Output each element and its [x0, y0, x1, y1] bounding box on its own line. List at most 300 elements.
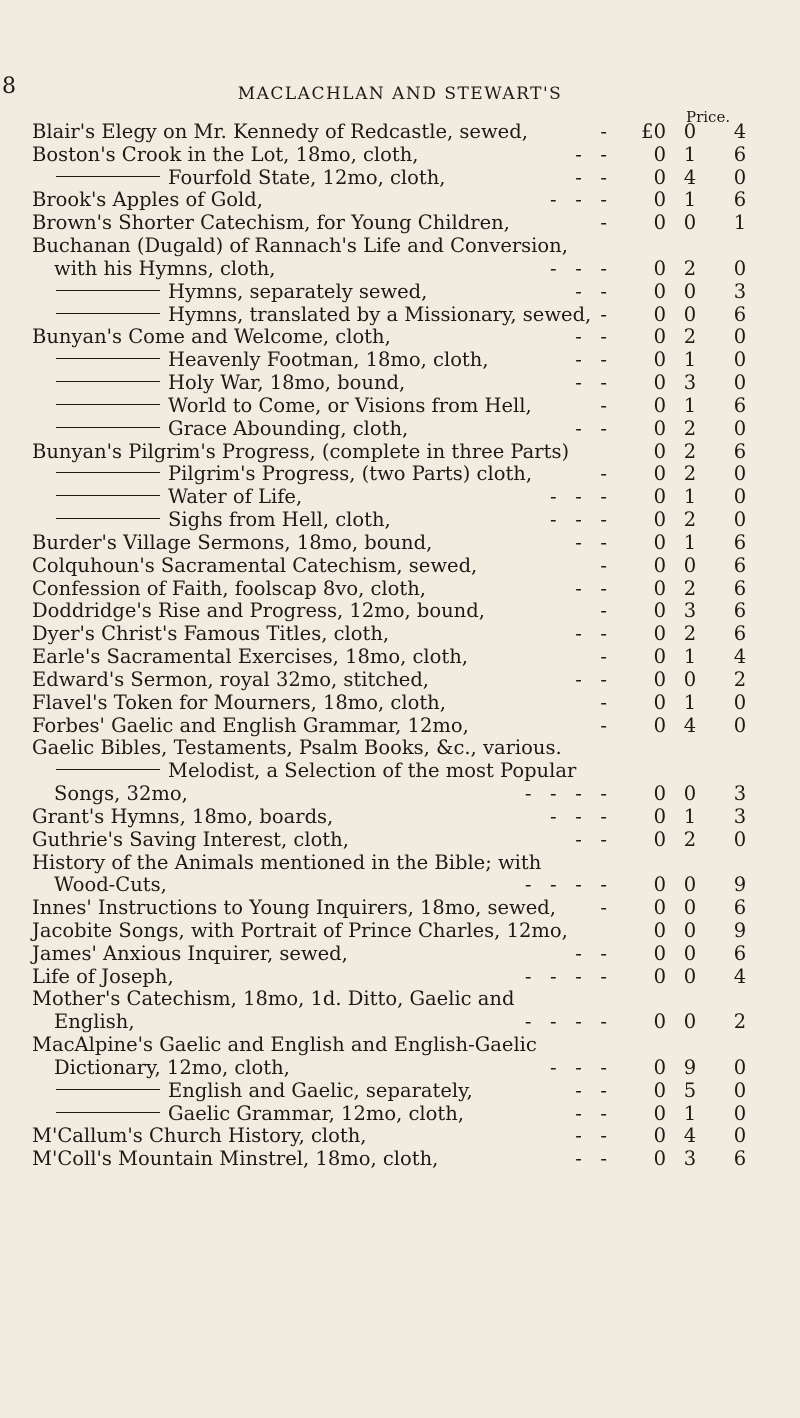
ditto-rule: [56, 358, 160, 359]
ditto-rule: [56, 518, 160, 519]
item-text: Jacobite Songs, with Portrait of Prince Charles, 12mo,: [32, 918, 568, 942]
leader-dashes: -: [600, 896, 607, 920]
item-text: Brown's Shorter Catechism, for Young Children,: [32, 211, 510, 235]
item-title: [32, 852, 541, 875]
item-title: [32, 555, 477, 578]
price-pounds: 0: [653, 827, 666, 851]
list-item: [32, 532, 792, 555]
price-shillings: 0: [683, 553, 697, 577]
price-pounds: 0: [653, 873, 666, 897]
list-item: [32, 874, 792, 897]
price-shillings: 0: [683, 667, 697, 691]
item-text: Songs, 32mo,: [54, 782, 188, 806]
list-item: [32, 1057, 792, 1080]
list-item: [32, 1125, 792, 1148]
list-item: [32, 715, 792, 738]
list-item: [32, 829, 792, 852]
item-title: [32, 441, 569, 464]
price-shillings: 0: [683, 941, 697, 965]
price-shillings: 4: [683, 713, 697, 737]
leader-dashes: -: [600, 645, 607, 669]
leader-dashes: - -: [575, 827, 607, 851]
price-pence: 9: [733, 873, 747, 897]
item-text: Gaelic Bibles, Testaments, Psalm Books, &c., various.: [32, 736, 562, 760]
price-pence: 0: [733, 325, 747, 349]
item-text: Bunyan's Pilgrim's Progress, (complete in three Parts): [32, 439, 570, 463]
price-pence: 3: [733, 279, 747, 303]
item-text: Earle's Sacramental Exercises, 18mo, cloth,: [32, 645, 468, 669]
page-number: 8: [2, 74, 16, 99]
item-title: [32, 189, 263, 212]
leader-dashes: - -: [575, 142, 607, 166]
price-pounds: 0: [653, 918, 666, 942]
page-header: MACLACHLAN AND STEWART'S: [237, 84, 563, 104]
leader-dashes: - -: [575, 1101, 607, 1125]
price-shillings: 2: [683, 439, 697, 463]
price-shillings: 0: [683, 964, 697, 988]
price-pounds: 0: [653, 645, 666, 669]
price-shillings: 1: [683, 188, 697, 212]
price-shillings: 1: [683, 690, 697, 714]
leader-dashes: -: [600, 713, 607, 737]
price-pounds: 0: [653, 530, 666, 554]
list-item: [32, 1148, 792, 1171]
item-text: Dictionary, 12mo, cloth,: [54, 1055, 290, 1079]
price-pence: 6: [733, 530, 747, 554]
price-shillings: 0: [683, 211, 697, 235]
leader-dashes: - -: [575, 371, 607, 395]
list-item: [32, 1080, 792, 1103]
leader-dashes: - -: [575, 348, 607, 372]
item-text: Wood-Cuts,: [54, 873, 167, 897]
item-title: [54, 1011, 135, 1034]
list-item: [32, 669, 792, 692]
list-item: [32, 623, 792, 646]
leader-dashes: -: [600, 120, 607, 143]
item-title: [32, 669, 429, 692]
item-text: Melodist, a Selection of the most Popular: [168, 759, 577, 783]
price-shillings: 1: [683, 142, 697, 166]
price-pence: 0: [733, 1101, 747, 1125]
list-item: [32, 395, 792, 418]
price-pounds: 0: [653, 599, 666, 623]
list-item: [32, 1103, 792, 1126]
leader-dashes: - - - -: [524, 873, 607, 897]
item-title: [32, 715, 469, 738]
price-pounds: 0: [653, 553, 666, 577]
price-pounds: 0: [653, 782, 666, 806]
list-item: [32, 235, 792, 258]
leader-dashes: -: [600, 393, 607, 417]
price-pence: 0: [733, 508, 747, 532]
leader-dashes: - -: [575, 941, 607, 965]
leader-dashes: - -: [575, 576, 607, 600]
price-pence: 4: [733, 645, 747, 669]
leader-dashes: -: [600, 211, 607, 235]
price-pence: 0: [733, 690, 747, 714]
price-pence: 1: [733, 211, 747, 235]
list-item: [32, 646, 792, 669]
list-item: [32, 806, 792, 829]
item-title: [32, 372, 405, 395]
item-text: Flavel's Token for Mourners, 18mo, cloth,: [32, 690, 446, 714]
item-title: [32, 966, 174, 989]
leader-dashes: - - -: [550, 485, 607, 509]
item-text: Pilgrim's Progress, (two Parts) cloth,: [168, 462, 533, 486]
item-title: [54, 783, 188, 806]
ditto-rule: [56, 1112, 160, 1113]
price-pence: 0: [733, 256, 747, 280]
list-item: [32, 167, 792, 190]
item-text: History of the Animals mentioned in the Bible; with: [32, 850, 542, 874]
price-pounds: 0: [653, 576, 666, 600]
price-shillings: 9: [683, 1055, 697, 1079]
item-title: [32, 349, 489, 372]
item-text: Sighs from Hell, cloth,: [168, 508, 391, 532]
item-title: [32, 1034, 537, 1057]
price-pounds: 0: [653, 622, 666, 646]
leader-dashes: -: [600, 553, 607, 577]
price-pence: 0: [733, 1124, 747, 1148]
item-text: Boston's Crook in the Lot, 18mo, cloth,: [32, 142, 419, 166]
price-pence: 6: [733, 941, 747, 965]
item-text: Hymns, separately sewed,: [168, 279, 428, 303]
price-shillings: 0: [683, 873, 697, 897]
price-pence: 0: [733, 371, 747, 395]
price-pounds: 0: [653, 896, 666, 920]
item-title: [32, 578, 426, 601]
leader-dashes: - - -: [550, 256, 607, 280]
price-pounds: 0: [653, 1101, 666, 1125]
item-title: [32, 281, 427, 304]
item-title: [32, 121, 528, 144]
price-pence: 6: [733, 393, 747, 417]
ditto-rule: [56, 404, 160, 405]
list-item: [32, 281, 792, 304]
item-title: [32, 646, 468, 669]
price-shillings: 2: [683, 508, 697, 532]
price-pence: 3: [733, 782, 747, 806]
leader-dashes: - - - -: [524, 782, 607, 806]
leader-dashes: - -: [575, 530, 607, 554]
item-title: [32, 806, 333, 829]
item-title: [32, 988, 514, 1011]
list-item: [32, 943, 792, 966]
price-pounds: 0: [653, 1078, 666, 1102]
price-pence: 9: [733, 918, 747, 942]
item-title: [32, 897, 556, 920]
item-title: [32, 395, 532, 418]
leader-dashes: -: [600, 690, 607, 714]
item-title: [32, 760, 576, 783]
leader-dashes: - -: [575, 667, 607, 691]
item-title: [54, 258, 276, 281]
price-pounds: 0: [653, 690, 666, 714]
item-text: Gaelic Grammar, 12mo, cloth,: [168, 1101, 464, 1125]
price-pence: 6: [733, 622, 747, 646]
price-shillings: 2: [683, 622, 697, 646]
item-title: [32, 623, 389, 646]
price-pence: 2: [733, 1010, 747, 1034]
price-pounds: 0: [653, 804, 666, 828]
price-shillings: 1: [683, 485, 697, 509]
price-shillings: 1: [683, 645, 697, 669]
price-pounds: 0: [653, 1147, 666, 1171]
price-pounds: 0: [653, 1055, 666, 1079]
list-item: [32, 349, 792, 372]
price-shillings: 5: [683, 1078, 697, 1102]
price-pence: 0: [733, 713, 747, 737]
ditto-rule: [56, 313, 160, 314]
price-shillings: 2: [683, 576, 697, 600]
leader-dashes: - -: [575, 622, 607, 646]
price-pence: 2: [733, 667, 747, 691]
price-pounds: 0: [653, 393, 666, 417]
list-item: [32, 441, 792, 464]
price-pounds: 0: [653, 348, 666, 372]
item-title: [32, 600, 485, 623]
price-shillings: 3: [683, 1147, 697, 1171]
ditto-rule: [56, 427, 160, 428]
price-pence: 6: [733, 302, 747, 326]
list-item: [32, 258, 792, 281]
item-text: Colquhoun's Sacramental Catechism, sewed,: [32, 553, 478, 577]
ditto-rule: [56, 176, 160, 177]
list-item: [32, 692, 792, 715]
price-shillings: 0: [683, 896, 697, 920]
price-pounds: 0: [653, 211, 666, 235]
list-item: [32, 988, 792, 1011]
leader-dashes: - - -: [550, 188, 607, 212]
price-shillings: 2: [683, 416, 697, 440]
price-list: [32, 121, 792, 1171]
leader-dashes: - -: [575, 165, 607, 189]
list-item: [32, 144, 792, 167]
item-text: M'Coll's Mountain Minstrel, 18mo, cloth,: [32, 1147, 439, 1171]
ditto-rule: [56, 290, 160, 291]
price-shillings: 1: [683, 530, 697, 554]
price-pence: 0: [733, 462, 747, 486]
item-text: Brook's Apples of Gold,: [32, 188, 263, 212]
leader-dashes: -: [600, 302, 607, 326]
price-pence: 0: [733, 1055, 747, 1079]
item-text: Edward's Sermon, royal 32mo, stitched,: [32, 667, 430, 691]
item-title: [32, 1103, 464, 1126]
list-item: [32, 852, 792, 875]
item-text: Dyer's Christ's Famous Titles, cloth,: [32, 622, 390, 646]
item-title: [32, 692, 446, 715]
list-item: [32, 212, 792, 235]
item-title: [32, 1080, 473, 1103]
ditto-rule: [56, 1089, 160, 1090]
list-item: [32, 760, 792, 783]
item-text: Grant's Hymns, 18mo, boards,: [32, 804, 334, 828]
leader-dashes: - -: [575, 279, 607, 303]
list-item: [32, 189, 792, 212]
item-title: [32, 167, 446, 190]
leader-dashes: - - -: [550, 1055, 607, 1079]
item-text: Life of Joseph,: [32, 964, 174, 988]
item-title: [32, 920, 568, 943]
leader-dashes: - -: [575, 325, 607, 349]
price-pence: 6: [733, 576, 747, 600]
item-text: Forbes' Gaelic and English Grammar, 12mo,: [32, 713, 469, 737]
leader-dashes: - - - -: [524, 1010, 607, 1034]
price-shillings: 2: [683, 462, 697, 486]
item-text: Innes' Instructions to Young Inquirers, 18mo, sewed,: [32, 896, 556, 920]
item-text: M'Callum's Church History, cloth,: [32, 1124, 367, 1148]
item-title: [32, 235, 568, 258]
price-shillings: 1: [683, 1101, 697, 1125]
list-item: [32, 1011, 792, 1034]
item-title: [32, 943, 348, 966]
list-item: [32, 486, 792, 509]
price-pounds: 0: [653, 485, 666, 509]
list-item: [32, 1034, 792, 1057]
price-pence: 3: [733, 804, 747, 828]
item-title: [32, 304, 591, 327]
price-pounds: 0: [653, 325, 666, 349]
item-title: [32, 829, 349, 852]
price-shillings: 1: [683, 393, 697, 417]
price-pounds: 0: [653, 416, 666, 440]
item-title: [32, 486, 302, 509]
leader-dashes: - -: [575, 1147, 607, 1171]
price-shillings: 1: [683, 348, 697, 372]
ditto-rule: [56, 769, 160, 770]
item-text: Hymns, translated by a Missionary, sewed,: [168, 302, 592, 326]
price-pence: 6: [733, 439, 747, 463]
price-pence: 6: [733, 599, 747, 623]
item-text: World to Come, or Visions from Hell,: [168, 393, 532, 417]
price-pence: 6: [733, 553, 747, 577]
item-text: Blair's Elegy on Mr. Kennedy of Redcastle, sewed,: [32, 120, 528, 143]
list-item: [32, 463, 792, 486]
item-text: Doddridge's Rise and Progress, 12mo, bound,: [32, 599, 485, 623]
price-pence: 0: [733, 827, 747, 851]
item-title: [32, 1125, 366, 1148]
price-pounds: 0: [653, 713, 666, 737]
price-shillings: 0: [683, 782, 697, 806]
list-item: [32, 897, 792, 920]
price-pounds: 0: [653, 1010, 666, 1034]
ditto-rule: [56, 381, 160, 382]
price-shillings: 0: [683, 918, 697, 942]
price-pounds: 0: [653, 964, 666, 988]
item-text: Mother's Catechism, 18mo, 1d. Ditto, Gaelic and: [32, 987, 515, 1011]
item-text: English and Gaelic, separately,: [168, 1078, 473, 1102]
price-shillings: 4: [683, 1124, 697, 1148]
price-pounds: 0: [653, 188, 666, 212]
price-pounds: 0: [653, 371, 666, 395]
price-shillings: 3: [683, 599, 697, 623]
price-pounds: 0: [653, 279, 666, 303]
price-pence: 6: [733, 896, 747, 920]
item-text: Holy War, 18mo, bound,: [168, 371, 406, 395]
item-text: MacAlpine's Gaelic and English and English-Gaelic: [32, 1033, 537, 1057]
list-item: [32, 326, 792, 349]
item-text: Burder's Village Sermons, 18mo, bound,: [32, 530, 433, 554]
price-pounds: 0: [653, 142, 666, 166]
leader-dashes: - - -: [550, 508, 607, 532]
leader-dashes: -: [600, 599, 607, 623]
price-pounds: 0: [653, 256, 666, 280]
list-item: [32, 737, 792, 760]
price-pence: 6: [733, 142, 747, 166]
item-title: [32, 418, 408, 441]
item-text: Buchanan (Dugald) of Rannach's Life and Conversion,: [32, 234, 568, 258]
item-title: [32, 532, 432, 555]
price-shillings: 2: [683, 325, 697, 349]
price-pounds: 0: [653, 439, 666, 463]
leader-dashes: -: [600, 462, 607, 486]
price-pounds: 0: [653, 941, 666, 965]
price-pence: 4: [733, 120, 747, 143]
list-item: [32, 966, 792, 989]
item-title: [32, 737, 562, 760]
item-title: [54, 1057, 290, 1080]
list-item: [32, 509, 792, 532]
list-item: [32, 555, 792, 578]
item-text: English,: [54, 1010, 135, 1034]
item-text: with his Hymns, cloth,: [54, 256, 276, 280]
list-item: [32, 578, 792, 601]
price-shillings: 3: [683, 371, 697, 395]
ditto-rule: [56, 495, 160, 496]
price-shillings: 4: [683, 165, 697, 189]
leader-dashes: - - -: [550, 804, 607, 828]
item-text: Fourfold State, 12mo, cloth,: [168, 165, 446, 189]
leader-dashes: - -: [575, 416, 607, 440]
price-pounds: 0: [653, 667, 666, 691]
price-pence: 0: [733, 416, 747, 440]
item-text: Grace Abounding, cloth,: [168, 416, 409, 440]
list-item: [32, 600, 792, 623]
price-pence: 6: [733, 188, 747, 212]
list-item: [32, 304, 792, 327]
price-shillings: 1: [683, 804, 697, 828]
leader-dashes: - -: [575, 1124, 607, 1148]
item-text: Heavenly Footman, 18mo, cloth,: [168, 348, 489, 372]
item-title: [32, 144, 419, 167]
item-text: Confession of Faith, foolscap 8vo, cloth,: [32, 576, 426, 600]
price-pence: 0: [733, 165, 747, 189]
price-pounds: 0: [653, 165, 666, 189]
price-shillings: 2: [683, 827, 697, 851]
item-text: Water of Life,: [168, 485, 303, 509]
price-shillings: 2: [683, 256, 697, 280]
item-title: [32, 1148, 438, 1171]
price-shillings: 0: [683, 1010, 697, 1034]
price-pence: 4: [733, 964, 747, 988]
list-item: [32, 783, 792, 806]
price-pounds: 0: [653, 302, 666, 326]
price-column-heading: Price.: [686, 108, 731, 126]
leader-dashes: - -: [575, 1078, 607, 1102]
list-item: [32, 418, 792, 441]
price-pounds: £0: [641, 120, 666, 143]
item-title: [32, 509, 391, 532]
price-pounds: 0: [653, 462, 666, 486]
list-item: [32, 920, 792, 943]
list-item: [32, 121, 792, 144]
price-shillings: 0: [683, 302, 697, 326]
price-pounds: 0: [653, 1124, 666, 1148]
item-text: Guthrie's Saving Interest, cloth,: [32, 827, 349, 851]
list-item: [32, 372, 792, 395]
item-title: [54, 874, 167, 897]
price-shillings: 0: [683, 279, 697, 303]
